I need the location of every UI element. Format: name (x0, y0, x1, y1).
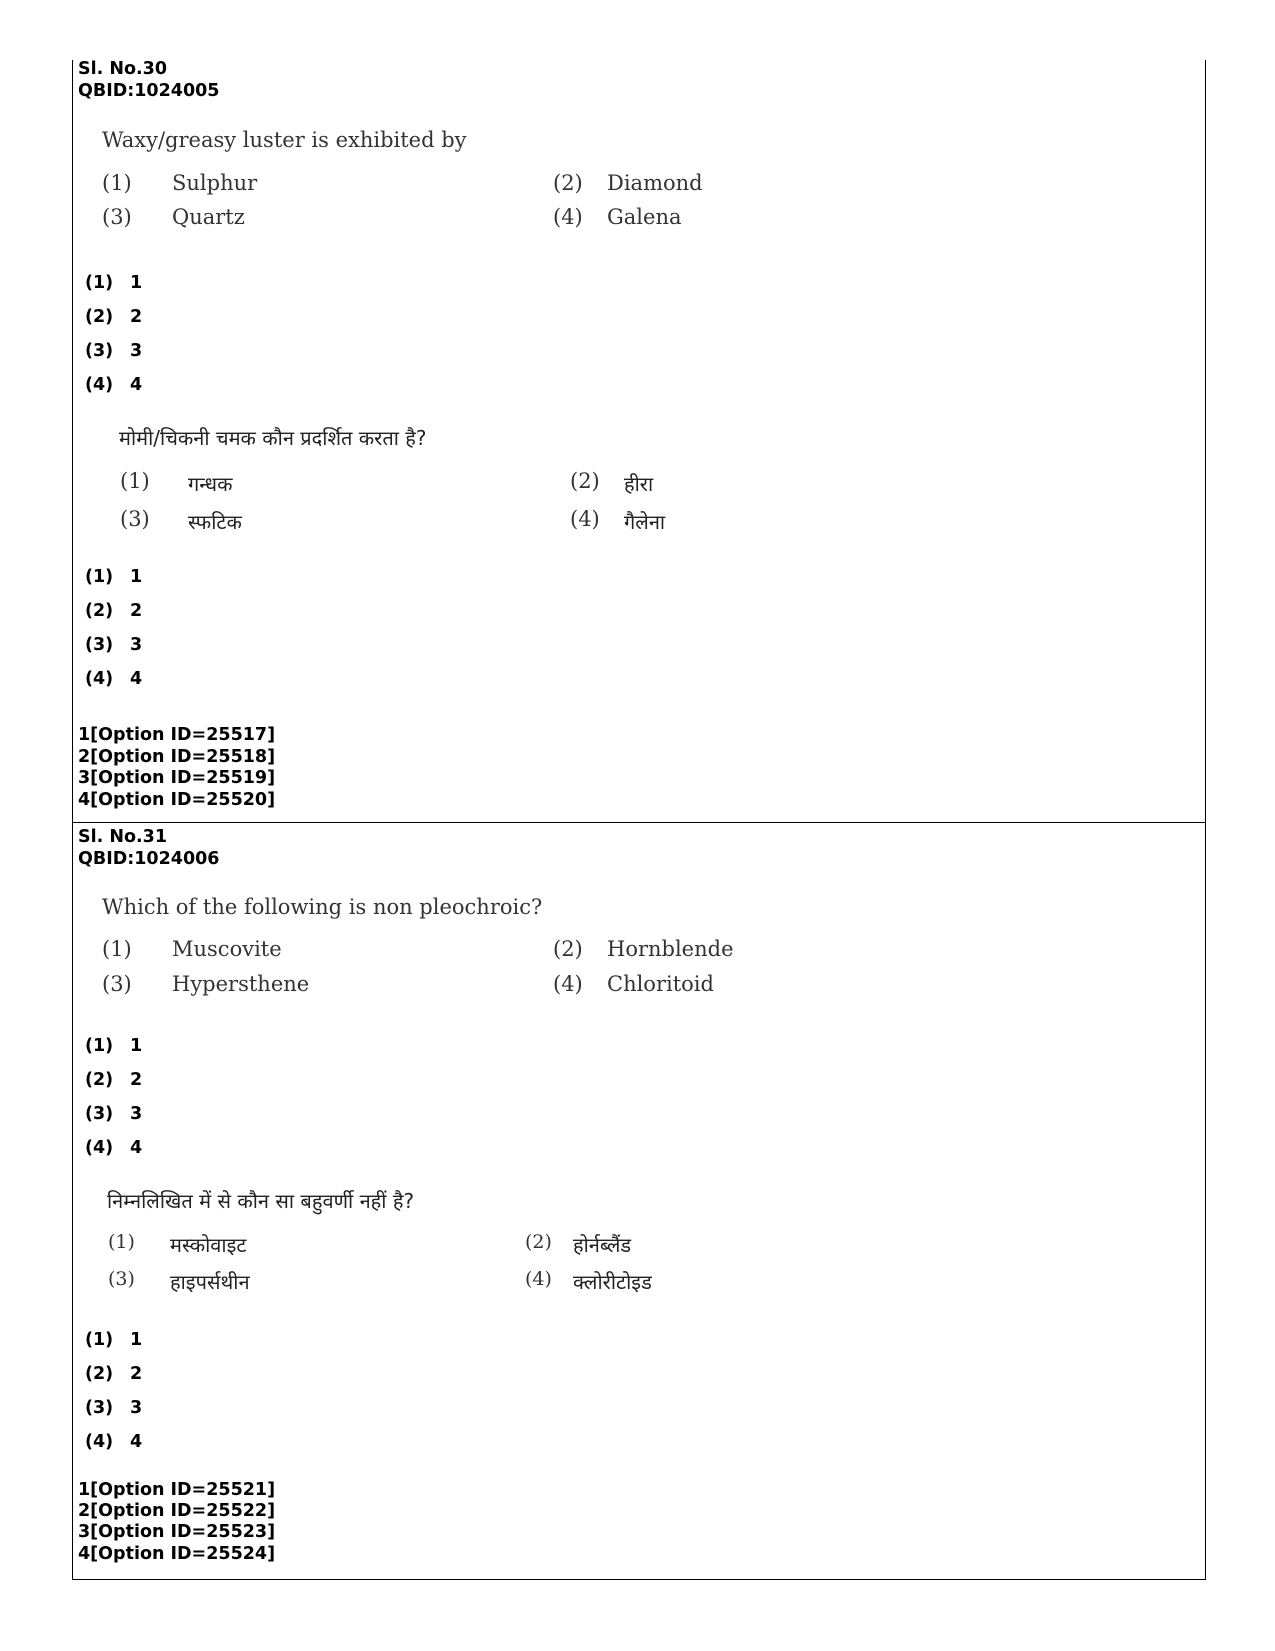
option-number: (2) (525, 1231, 552, 1253)
answer-value: 2 (130, 601, 143, 621)
option-number: (1) (102, 171, 132, 195)
option-text: हीरा (624, 472, 654, 496)
question-text-english: Which of the following is non pleochroic? (102, 895, 543, 919)
option-text: गन्धक (188, 472, 233, 496)
option-text: Hornblende (607, 937, 734, 961)
question-text-hindi: निम्नलिखित में से कौन सा बहुवर्णी नहीं है? (107, 1189, 415, 1213)
answer-value: 4 (130, 1138, 143, 1158)
option-id: 2[Option ID=25522] (78, 1501, 276, 1521)
answer-value: 1 (130, 567, 143, 587)
question-text-hindi: मोमी/चिकनी चमक कौन प्रदर्शित करता है? (119, 426, 427, 450)
answer-value: 1 (130, 273, 143, 293)
answer-choice[interactable] (85, 1070, 142, 1090)
option-text: होर्नब्लैंड (573, 1233, 632, 1257)
option-id: 1[Option ID=25517] (78, 725, 276, 745)
option-number: (2) (553, 171, 583, 195)
answer-value: 1 (130, 1330, 143, 1350)
answer-choice[interactable] (85, 1104, 142, 1124)
option-id: 3[Option ID=25519] (78, 768, 276, 788)
answer-number: (4) (85, 669, 114, 689)
option-text: मस्कोवाइट (170, 1233, 247, 1257)
answer-value: 4 (130, 669, 143, 689)
option-text: स्फटिक (188, 510, 242, 534)
answer-choice[interactable] (85, 341, 142, 361)
option-number: (4) (553, 205, 583, 229)
option-number: (3) (102, 972, 132, 996)
option-number: (2) (570, 469, 600, 493)
answer-number: (4) (85, 1138, 114, 1158)
option-number: (4) (553, 972, 583, 996)
option-text: Galena (607, 205, 682, 229)
option-text: Sulphur (172, 171, 258, 195)
answer-choice[interactable] (85, 1364, 142, 1384)
answer-value: 3 (130, 341, 143, 361)
answer-choice[interactable] (85, 1138, 142, 1158)
answer-number: (3) (85, 1104, 114, 1124)
answer-number: (4) (85, 1432, 114, 1452)
answer-choice[interactable] (85, 601, 142, 621)
option-text: Diamond (607, 171, 703, 195)
answer-number: (3) (85, 341, 114, 361)
qbid-label: QBID:1024005 (78, 81, 220, 101)
option-text: क्लोरीटोइड (573, 1270, 652, 1294)
answer-value: 1 (130, 1036, 143, 1056)
answer-value: 3 (130, 1398, 143, 1418)
answer-value: 3 (130, 635, 143, 655)
answer-number: (2) (85, 1070, 114, 1090)
option-number: (4) (525, 1268, 552, 1290)
answer-number: (4) (85, 375, 114, 395)
answer-value: 3 (130, 1104, 143, 1124)
answer-number: (1) (85, 1036, 114, 1056)
serial-number: Sl. No.30 (78, 59, 168, 79)
answer-value: 2 (130, 307, 143, 327)
option-number: (2) (553, 937, 583, 961)
question-divider (73, 822, 1205, 823)
option-text: गैलेना (624, 510, 666, 534)
option-number: (3) (120, 507, 150, 531)
option-text: Muscovite (172, 937, 282, 961)
option-id: 1[Option ID=25521] (78, 1480, 276, 1500)
option-number: (4) (570, 507, 600, 531)
option-text: Quartz (172, 205, 245, 229)
answer-choice[interactable] (85, 669, 142, 689)
answer-choice[interactable] (85, 567, 142, 587)
option-number: (1) (108, 1231, 135, 1253)
answer-number: (3) (85, 1398, 114, 1418)
question-sheet-frame (72, 60, 1206, 1580)
answer-choice[interactable] (85, 375, 142, 395)
answer-number: (1) (85, 1330, 114, 1350)
answer-number: (2) (85, 1364, 114, 1384)
answer-choice[interactable] (85, 1432, 142, 1452)
qbid-label: QBID:1024006 (78, 849, 220, 869)
answer-choice[interactable] (85, 1398, 142, 1418)
serial-number: Sl. No.31 (78, 827, 168, 847)
answer-choice[interactable] (85, 635, 142, 655)
answer-number: (3) (85, 635, 114, 655)
answer-value: 4 (130, 375, 143, 395)
option-id: 2[Option ID=25518] (78, 747, 276, 767)
answer-value: 2 (130, 1364, 143, 1384)
option-id: 3[Option ID=25523] (78, 1522, 276, 1542)
option-text: हाइपर्सथीन (170, 1270, 250, 1294)
option-number: (1) (102, 937, 132, 961)
option-number: (1) (120, 469, 150, 493)
answer-number: (2) (85, 307, 114, 327)
answer-number: (2) (85, 601, 114, 621)
answer-choice[interactable] (85, 1330, 142, 1350)
option-id: 4[Option ID=25524] (78, 1544, 276, 1564)
option-id: 4[Option ID=25520] (78, 790, 276, 810)
answer-choice[interactable] (85, 273, 142, 293)
answer-value: 2 (130, 1070, 143, 1090)
option-number: (3) (102, 205, 132, 229)
option-text: Chloritoid (607, 972, 714, 996)
question-text-english: Waxy/greasy luster is exhibited by (102, 128, 467, 152)
option-number: (3) (108, 1268, 135, 1290)
answer-value: 4 (130, 1432, 143, 1452)
answer-choice[interactable] (85, 307, 142, 327)
answer-number: (1) (85, 273, 114, 293)
option-text: Hypersthene (172, 972, 310, 996)
answer-choice[interactable] (85, 1036, 142, 1056)
answer-number: (1) (85, 567, 114, 587)
